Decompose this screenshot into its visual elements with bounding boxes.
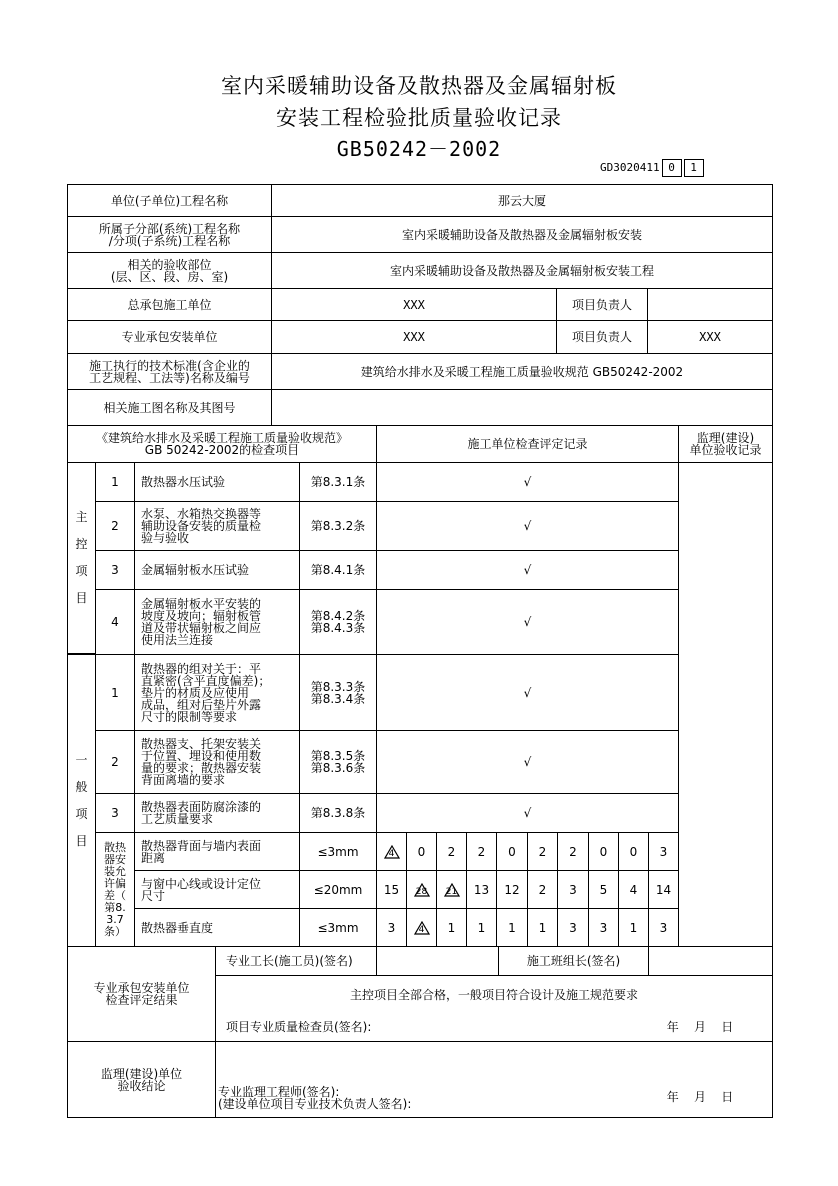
spec-column-header: 《建筑给水排水及采暖工程施工质量验收规范》 GB 50242-2002的检查项目 — [67, 425, 377, 463]
general-item-check: √ — [376, 793, 679, 833]
tolerance-desc: 散热器背面与墙内表面 距离 — [134, 832, 300, 871]
measured-value: 15 — [383, 882, 400, 897]
measured-value-cell — [557, 832, 589, 871]
main-item-check: √ — [376, 462, 679, 502]
pm-label: 项目负责人 — [556, 288, 648, 321]
measured-value: 2 — [477, 844, 486, 859]
measured-value: 12 — [504, 882, 520, 897]
tolerance-limit: ≤20mm — [299, 870, 377, 909]
measured-value: 4 — [418, 924, 425, 935]
measured-value: 3 — [569, 920, 577, 935]
measured-value: 1 — [447, 920, 456, 935]
main-control-char: 目 — [75, 591, 88, 605]
form-code-box-2: 1 — [684, 159, 704, 177]
main-item-no: 2 — [95, 501, 135, 551]
title-line-3: GB50242－2002 — [336, 137, 502, 161]
acceptance-part-label: 相关的验收部位 (层、区、段、房、室) — [67, 252, 272, 289]
main-control-char: 控 — [75, 537, 88, 551]
measured-value-cell — [648, 870, 679, 909]
measured-value: 14 — [655, 882, 672, 897]
measured-value-cell — [618, 832, 649, 871]
measured-value: 3 — [569, 882, 577, 897]
main-item-clause: 第8.4.1条 — [299, 550, 377, 590]
general-item-desc: 散热器表面防腐涂漆的 工艺质量要求 — [134, 793, 300, 833]
out-of-tolerance-triangle-icon — [414, 921, 430, 935]
measured-value: 2 — [538, 844, 547, 859]
measured-value-cell — [648, 832, 679, 871]
measured-value-cell — [618, 908, 649, 947]
general-item-desc: 散热器的组对关于：平 直紧密(含平直度偏差)； 垫片的材质及应使用 成品，组对后垫片外露 尺寸的限制等要求 — [134, 654, 300, 731]
measured-value: 28 — [415, 886, 428, 897]
supervision-eval-label: 监理(建设)单位 验收结论 — [67, 1041, 216, 1118]
record-column-header: 施工单位检查评定记录 — [376, 425, 679, 463]
measured-value: 1 — [508, 920, 516, 935]
measured-value-cell — [527, 870, 558, 909]
measured-value-cell — [376, 908, 407, 947]
measured-value: 2 — [569, 844, 577, 859]
measured-value-cell — [466, 908, 497, 947]
measured-value: 0 — [417, 844, 426, 859]
main-control-char: 项 — [75, 564, 88, 578]
measured-value-cell — [496, 832, 528, 871]
drawing-label: 相关施工图名称及其图号 — [67, 389, 272, 426]
measured-value: 3 — [659, 844, 668, 859]
general-char: 一 — [75, 752, 88, 767]
drawing-value — [271, 389, 773, 426]
pm2-value: XXX — [647, 320, 773, 354]
measured-value-cell — [496, 908, 528, 947]
measured-value: 3 — [599, 920, 608, 935]
measured-value-cell — [588, 908, 619, 947]
measured-value-cell — [588, 870, 619, 909]
tolerance-limit: ≤3mm — [299, 908, 377, 947]
main-control-char: 主 — [75, 510, 88, 524]
general-char: 目 — [75, 833, 88, 848]
measured-value-cell — [648, 908, 679, 947]
sub-project-label: 所属子分部(系统)工程名称 /分项(子系统)工程名称 — [67, 216, 272, 253]
contractor-conclusion: 主控项目全部合格，一般项目符合设计及施工规范要求 — [349, 988, 638, 1002]
measured-value: 4 — [388, 848, 395, 859]
supervision-record-cell — [678, 462, 773, 947]
measured-value: 2 — [538, 882, 547, 897]
measured-value-cell — [436, 832, 467, 871]
contractor-label: 总承包施工单位 — [67, 288, 272, 321]
main-item-desc: 金属辐射板水压试验 — [134, 550, 300, 590]
tolerance-limit: ≤3mm — [299, 832, 377, 871]
measured-value: 3 — [659, 920, 668, 935]
general-item-no: 3 — [95, 793, 135, 833]
sub-contractor-label: 专业承包安装单位 — [67, 320, 272, 354]
main-item-no: 4 — [95, 589, 135, 655]
tolerance-label: 散热 器安 装允 许偏 差（ 第8. 3.7 条） — [95, 832, 135, 947]
measured-value-cell — [466, 832, 497, 871]
measured-value-cell — [406, 870, 437, 909]
unit-name-label: 单位(子单位)工程名称 — [67, 184, 272, 217]
measured-value-cell — [527, 832, 558, 871]
contractor-date: 年 月 日 — [666, 1020, 734, 1034]
measured-value-cell — [557, 908, 589, 947]
main-item-clause: 第8.3.1条 — [299, 462, 377, 502]
measured-value-cell — [496, 870, 528, 909]
general-item-check: √ — [376, 654, 679, 731]
title-line-1: 室内采暖辅助设备及散热器及金属辐射板 — [221, 74, 617, 98]
measured-value-cell — [436, 908, 467, 947]
main-item-no: 3 — [95, 550, 135, 590]
general-item-check: √ — [376, 730, 679, 794]
sub-project-value: 室内采暖辅助设备及散热器及金属辐射板安装 — [271, 216, 773, 253]
supervision-date: 年 月 日 — [666, 1090, 734, 1104]
foreman-signature — [376, 946, 499, 976]
form-code — [600, 159, 704, 177]
general-item-no: 1 — [95, 654, 135, 731]
measured-value-cell — [557, 870, 589, 909]
measured-value: 4 — [629, 882, 638, 897]
measured-value: 1 — [477, 920, 486, 935]
general-item-clause: 第8.3.8条 — [299, 793, 377, 833]
measured-value-cell — [588, 832, 619, 871]
general-item-clause: 第8.3.3条 第8.3.4条 — [299, 654, 377, 731]
unit-name-value: 那云大厦 — [271, 184, 773, 217]
tolerance-desc: 散热器垂直度 — [134, 908, 300, 947]
measured-value: 13 — [473, 882, 490, 897]
engineer-label: 专业监理工程师(签名): (建设单位项目专业技术负责人签名): — [218, 1085, 412, 1111]
general-item-clause: 第8.3.5条 第8.3.6条 — [299, 730, 377, 794]
pm-value — [647, 288, 773, 321]
general-item-desc: 散热器支、托架安装关 于位置、埋设和使用数 量的要求；散热器安装 背面离墙的要求 — [134, 730, 300, 794]
general-label — [67, 654, 96, 947]
main-item-desc: 水泵、水箱热交换器等 辅助设备安装的质量检 验与验收 — [134, 501, 300, 551]
measured-value-cell — [376, 832, 407, 871]
measured-value: 2 — [447, 844, 456, 859]
team-leader-label: 施工班组长(签名) — [498, 946, 649, 976]
main-item-check: √ — [376, 589, 679, 655]
main-item-clause: 第8.3.2条 — [299, 501, 377, 551]
main-item-check: √ — [376, 550, 679, 590]
measured-value-cell — [406, 908, 437, 947]
out-of-tolerance-triangle-icon — [444, 883, 460, 897]
measured-value: 0 — [629, 844, 638, 859]
main-item-no: 1 — [95, 462, 135, 502]
main-item-desc: 散热器水压试验 — [134, 462, 300, 502]
out-of-tolerance-triangle-icon — [384, 845, 400, 859]
general-char: 般 — [75, 779, 88, 794]
tolerance-desc: 与窗中心线或设计定位 尺寸 — [134, 870, 300, 909]
measured-value-cell — [406, 832, 437, 871]
pm2-label: 项目负责人 — [556, 320, 648, 354]
measured-value-cell — [618, 870, 649, 909]
measured-value-cell — [376, 870, 407, 909]
measured-value: 0 — [599, 844, 608, 859]
measured-value: 3 — [387, 920, 396, 935]
sub-contractor-value: XXX — [271, 320, 557, 354]
title-line-2: 安装工程检验批质量验收记录 — [276, 106, 562, 130]
acceptance-part-value: 室内采暖辅助设备及散热器及金属辐射板安装工程 — [271, 252, 773, 289]
main-item-clause: 第8.4.2条 第8.4.3条 — [299, 589, 377, 655]
standard-label: 施工执行的技术标准(含企业的 工艺规程、工法等)名称及编号 — [67, 353, 272, 390]
supervision-column-header: 监理(建设) 单位验收记录 — [678, 425, 773, 463]
measured-value: 1 — [538, 920, 547, 935]
main-control-label — [67, 462, 96, 654]
measured-value-cell — [436, 870, 467, 909]
out-of-tolerance-triangle-icon — [414, 883, 430, 897]
main-item-check: √ — [376, 501, 679, 551]
measured-value: 1 — [629, 920, 638, 935]
foreman-label: 专业工长(施工员)(签名) — [215, 946, 377, 976]
general-char: 项 — [75, 806, 88, 821]
standard-value: 建筑给水排水及采暖工程施工质量验收规范 GB50242-2002 — [271, 353, 773, 390]
form-code-text: GD3020411 — [600, 161, 660, 174]
inspector-label: 项目专业质量检查员(签名): — [226, 1020, 372, 1034]
measured-value-cell — [466, 870, 497, 909]
form-code-box-1: 0 — [662, 159, 682, 177]
measured-value: 5 — [599, 882, 608, 897]
contractor-value: XXX — [271, 288, 557, 321]
main-item-desc: 金属辐射板水平安装的 坡度及坡向；辐射板管 道及带状辐射板之间应 使用法兰连接 — [134, 589, 300, 655]
contractor-eval-label: 专业承包安装单位 检查评定结果 — [67, 946, 216, 1042]
team-leader-signature — [648, 946, 773, 976]
measured-value-cell — [527, 908, 558, 947]
measured-value: 0 — [508, 844, 516, 859]
general-item-no: 2 — [95, 730, 135, 794]
measured-value: 21 — [445, 886, 458, 897]
